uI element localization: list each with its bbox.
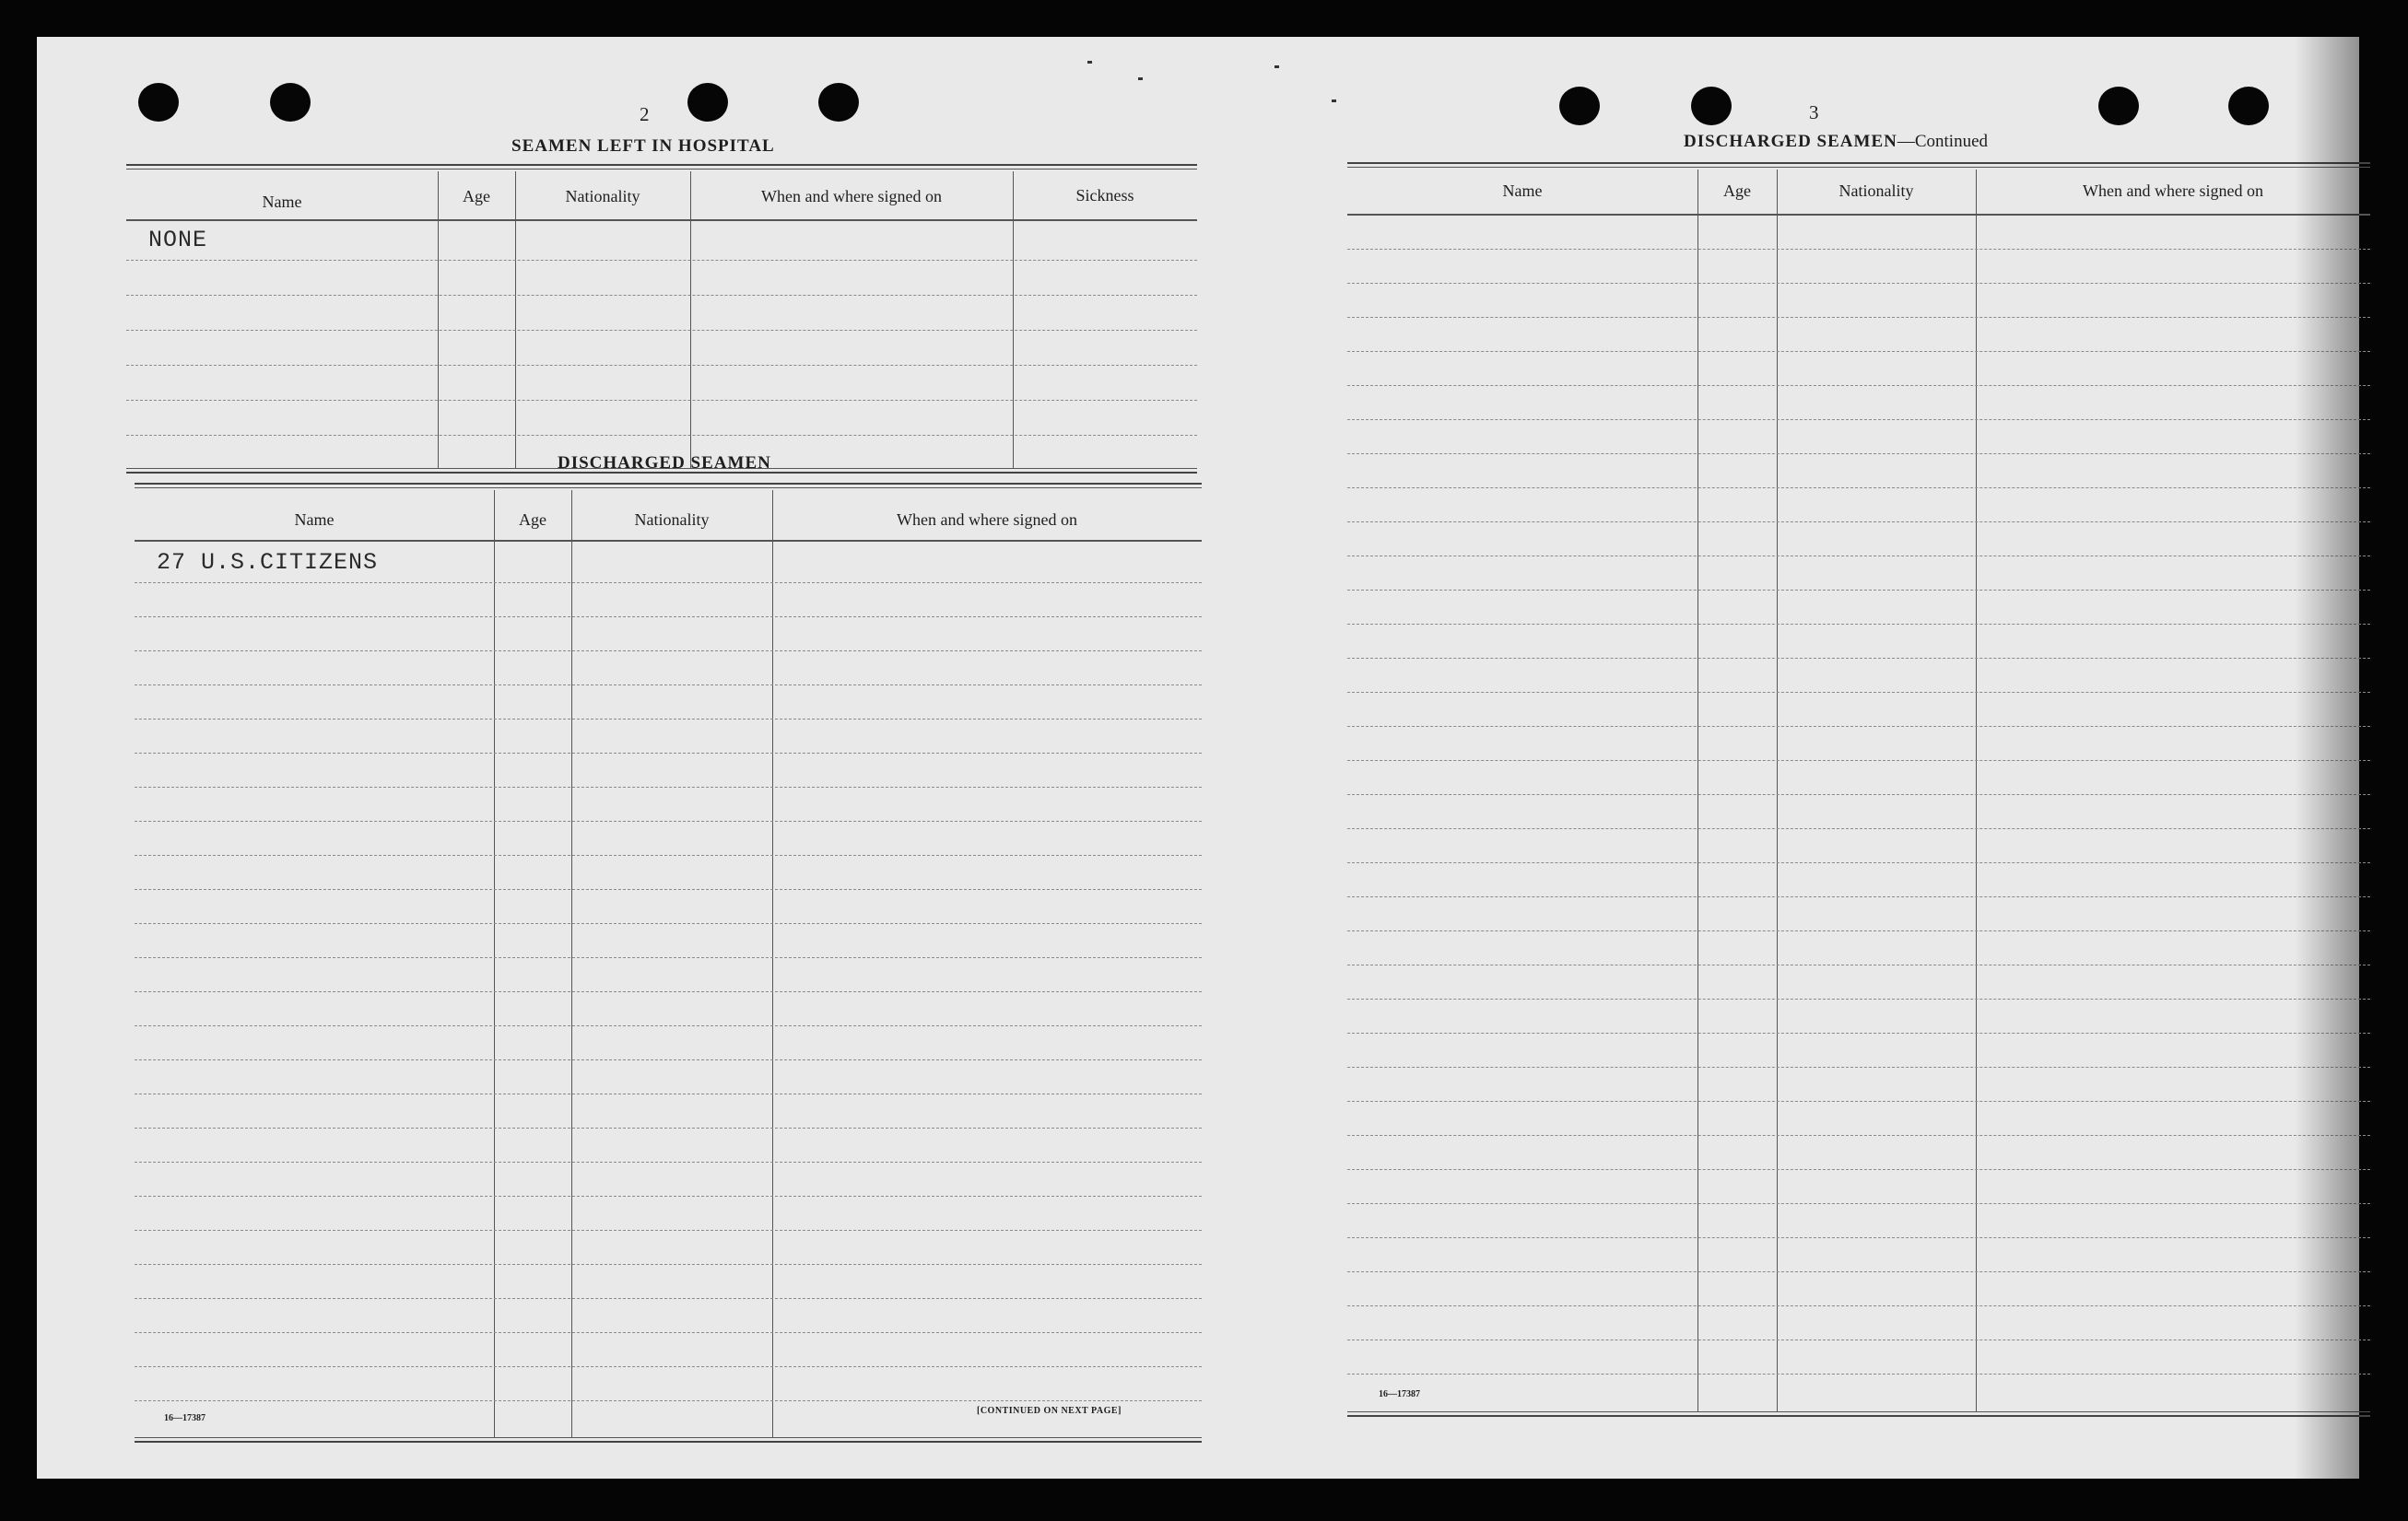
row-line <box>1347 1374 2370 1375</box>
row-line <box>135 753 1202 754</box>
column-divider <box>515 171 516 468</box>
right-page <box>1198 37 2359 1479</box>
row-line <box>1347 317 2370 318</box>
row-line <box>1347 862 2370 863</box>
discharged-continued-title <box>1684 132 1988 152</box>
row-line <box>1347 521 2370 522</box>
column-header-name: Name <box>1502 181 1543 200</box>
row-line <box>1347 590 2370 591</box>
row-line <box>135 1264 1202 1265</box>
row-line <box>126 295 1197 296</box>
discharged-entry: 27 U.S.CITIZENS <box>157 549 379 576</box>
row-line <box>1347 726 2370 727</box>
row-line <box>135 821 1202 822</box>
column-header-name: Name <box>294 510 335 529</box>
discharged-table <box>135 483 1202 1448</box>
table-top-rule <box>1347 162 2370 168</box>
table-top-rule <box>126 164 1197 170</box>
discharged-continued-table <box>1347 162 2370 1421</box>
title-main: DISCHARGED SEAMEN <box>1684 132 1897 151</box>
column-divider <box>1013 171 1014 468</box>
column-header-age: Age <box>463 187 490 205</box>
row-line <box>1347 760 2370 761</box>
row-line <box>1347 385 2370 386</box>
row-line <box>1347 283 2370 284</box>
row-line <box>135 1196 1202 1197</box>
row-line <box>1347 1271 2370 1272</box>
row-line <box>126 260 1197 261</box>
row-line <box>1347 658 2370 659</box>
column-header-nationality: Nationality <box>634 510 710 529</box>
table-header-rule <box>1347 214 2370 216</box>
row-line <box>1347 1305 2370 1306</box>
column-header-sickness: Sickness <box>1075 186 1134 205</box>
column-divider <box>494 490 495 1437</box>
table-header-rule <box>135 540 1202 542</box>
hospital-table <box>126 164 1197 475</box>
row-line <box>1347 1203 2370 1204</box>
row-line <box>135 582 1202 583</box>
column-divider <box>1777 170 1778 1411</box>
title-suffix: —Continued <box>1897 132 1989 151</box>
right-page-number: 3 <box>1809 101 1819 123</box>
row-line <box>126 400 1197 401</box>
row-line <box>1347 249 2370 250</box>
column-header-when-where: When and where signed on <box>2083 181 2263 200</box>
row-line <box>1347 692 2370 693</box>
table-bottom-rule <box>1347 1411 2370 1417</box>
continued-note: [CONTINUED ON NEXT PAGE] <box>977 1406 1122 1416</box>
table-top-rule <box>135 483 1202 488</box>
form-number: 16—17387 <box>1379 1389 1420 1399</box>
hospital-section-title: SEAMEN LEFT IN HOSPITAL <box>511 136 775 156</box>
row-line <box>126 330 1197 331</box>
row-line <box>1347 999 2370 1000</box>
column-header-when-where: When and where signed on <box>761 187 942 205</box>
column-header-name: Name <box>262 193 302 211</box>
column-header-age: Age <box>1723 181 1751 200</box>
form-number: 16—17387 <box>164 1413 206 1423</box>
row-line <box>1347 930 2370 931</box>
row-line <box>135 719 1202 720</box>
row-line <box>1347 828 2370 829</box>
row-line <box>135 1400 1202 1401</box>
row-line <box>1347 487 2370 488</box>
row-line <box>135 1366 1202 1367</box>
row-line <box>1347 1033 2370 1034</box>
hospital-entry: NONE <box>148 227 208 253</box>
row-line <box>135 1230 1202 1231</box>
row-line <box>126 435 1197 436</box>
left-page-number: 2 <box>640 103 650 125</box>
row-line <box>135 1298 1202 1299</box>
row-line <box>1347 1067 2370 1068</box>
column-divider <box>690 171 691 468</box>
row-line <box>126 365 1197 366</box>
column-divider <box>1697 170 1698 1411</box>
row-line <box>135 923 1202 924</box>
row-line <box>1347 794 2370 795</box>
row-line <box>135 787 1202 788</box>
row-line <box>135 1162 1202 1163</box>
column-header-nationality: Nationality <box>565 187 640 205</box>
row-line <box>135 650 1202 651</box>
row-line <box>135 855 1202 856</box>
column-divider <box>772 490 773 1437</box>
row-line <box>135 1128 1202 1129</box>
discharged-section-title: DISCHARGED SEAMEN <box>558 453 771 473</box>
row-line <box>135 1025 1202 1026</box>
row-line <box>1347 1101 2370 1102</box>
table-header-rule <box>126 219 1197 221</box>
row-line <box>135 1059 1202 1060</box>
row-line <box>1347 896 2370 897</box>
row-line <box>1347 1169 2370 1170</box>
column-divider <box>571 490 572 1437</box>
row-line <box>135 1332 1202 1333</box>
row-line <box>1347 419 2370 420</box>
column-header-nationality: Nationality <box>1838 181 1914 200</box>
row-line <box>1347 624 2370 625</box>
row-line <box>135 616 1202 617</box>
column-header-age: Age <box>519 510 546 529</box>
row-line <box>1347 351 2370 352</box>
row-line <box>1347 1237 2370 1238</box>
column-divider <box>438 171 439 468</box>
row-line <box>135 957 1202 958</box>
row-line <box>1347 1135 2370 1136</box>
table-bottom-rule <box>135 1437 1202 1443</box>
column-divider <box>1976 170 1977 1411</box>
row-line <box>135 889 1202 890</box>
row-line <box>135 684 1202 685</box>
row-line <box>1347 453 2370 454</box>
column-header-when-where: When and where signed on <box>897 510 1077 529</box>
document-sheet <box>37 37 2359 1479</box>
row-line <box>135 991 1202 992</box>
left-page <box>37 37 1198 1479</box>
